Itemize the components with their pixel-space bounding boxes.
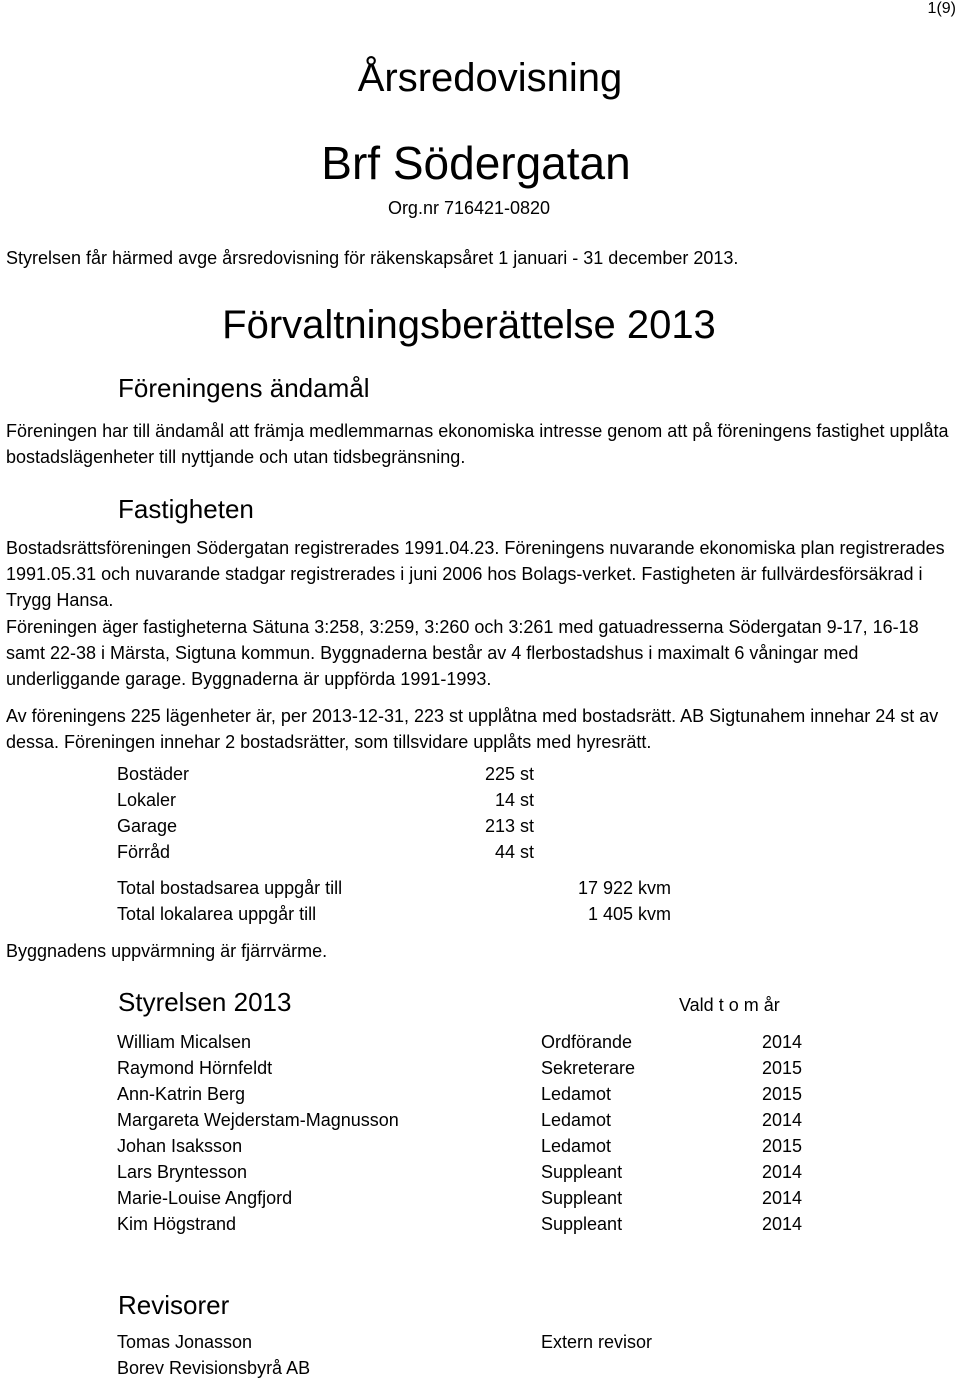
report-title: Förvaltningsberättelse 2013 bbox=[222, 303, 716, 347]
auditor-name: Tomas Jonasson bbox=[117, 1332, 253, 1352]
unit-value: 44 st bbox=[494, 842, 534, 862]
board-heading: Styrelsen 2013 bbox=[118, 987, 292, 1017]
member-year: 2014 bbox=[762, 1214, 803, 1234]
member-name: William Micalsen bbox=[117, 1032, 252, 1052]
org-number: Org.nr 716421-0820 bbox=[387, 198, 551, 218]
member-name: Ann-Katrin Berg bbox=[117, 1084, 246, 1104]
member-year: 2014 bbox=[762, 1032, 803, 1052]
unit-label: Bostäder bbox=[117, 764, 190, 784]
auditors-heading: Revisorer bbox=[118, 1290, 230, 1320]
member-year: 2014 bbox=[762, 1188, 803, 1208]
member-role: Sekreterare bbox=[541, 1058, 636, 1078]
page-number: 1(9) bbox=[927, 0, 956, 17]
member-role: Ledamot bbox=[541, 1084, 612, 1104]
area-value: 1 405 kvm bbox=[587, 904, 671, 924]
heating-text: Byggnadens uppvärmning är fjärrvärme. bbox=[6, 941, 328, 961]
area-label: Total bostadsarea uppgår till bbox=[117, 878, 343, 898]
member-year: 2014 bbox=[762, 1110, 803, 1130]
member-role: Ordförande bbox=[541, 1032, 633, 1052]
member-name: Johan Isaksson bbox=[117, 1136, 243, 1156]
member-role: Suppleant bbox=[541, 1162, 623, 1182]
member-year: 2014 bbox=[762, 1162, 803, 1182]
unit-label: Förråd bbox=[117, 842, 171, 862]
member-year: 2015 bbox=[762, 1058, 803, 1078]
member-name: Marie-Louise Angfjord bbox=[117, 1188, 293, 1208]
association-name: Brf Södergatan bbox=[321, 137, 631, 189]
document-title: Årsredovisning bbox=[357, 56, 623, 100]
member-role: Ledamot bbox=[541, 1110, 612, 1130]
auditor-role: Extern revisor bbox=[541, 1332, 653, 1352]
unit-label: Lokaler bbox=[117, 790, 177, 810]
purpose-text: Föreningen har till ändamål att främja medlemmarnas ekonomiska intresse genom att på föreningens fastighet upplåta bostadslägenheter till nyttjande och utan tidsbegränsning. bbox=[6, 421, 949, 467]
area-label: Total lokalarea uppgår till bbox=[117, 904, 317, 924]
member-year: 2015 bbox=[762, 1136, 803, 1156]
property-heading: Fastigheten bbox=[118, 494, 254, 524]
member-name: Lars Bryntesson bbox=[117, 1162, 248, 1182]
member-name: Kim Högstrand bbox=[117, 1214, 237, 1234]
unit-value: 213 st bbox=[484, 816, 534, 836]
property-para-1: Bostadsrättsföreningen Södergatan registrerades 1991.04.23. Föreningens nuvarande ekonomiska plan registrerades 1991.05.31 och nuvarande stadgar registrerades i juni 2006 hos Bolags-verket. Fastigheten är fullvärdesförsäkrad i Trygg Hansa. bbox=[6, 538, 945, 610]
elected-until-label: Vald t o m år bbox=[679, 995, 780, 1015]
property-para-3: Av föreningens 225 lägenheter är, per 2013-12-31, 223 st upplåtna med bostadsrätt. AB Sigtunahem innehar 24 st av dessa. Föreningen innehar 2 bostadsrätter, som tillsvidare upplåts med hyresrätt. bbox=[6, 706, 939, 752]
auditor-name: Borev Revisionsbyrå AB bbox=[117, 1358, 311, 1378]
area-value: 17 922 kvm bbox=[577, 878, 671, 898]
purpose-heading: Föreningens ändamål bbox=[118, 373, 370, 403]
unit-label: Garage bbox=[117, 816, 178, 836]
member-name: Margareta Wejderstam-Magnusson bbox=[117, 1110, 399, 1130]
member-role: Suppleant bbox=[541, 1188, 623, 1208]
unit-value: 14 st bbox=[494, 790, 534, 810]
member-role: Ledamot bbox=[541, 1136, 612, 1156]
unit-value: 225 st bbox=[484, 764, 534, 784]
member-name: Raymond Hörnfeldt bbox=[117, 1058, 273, 1078]
intro-text: Styrelsen får härmed avge årsredovisning för räkenskapsåret 1 januari - 31 december 2013. bbox=[6, 248, 739, 268]
property-para-2: Föreningen äger fastigheterna Sätuna 3:258, 3:259, 3:260 och 3:261 med gatuadresserna Södergatan 9-17, 16-18 samt 22-38 i Märsta, Sigtuna kommun. Byggnaderna består av 4 flerbostadshus i maximalt 6 våningar med underliggande garage. Byggnaderna är uppförda 1991-1993. bbox=[6, 617, 919, 689]
member-year: 2015 bbox=[762, 1084, 803, 1104]
member-role: Suppleant bbox=[541, 1214, 623, 1234]
